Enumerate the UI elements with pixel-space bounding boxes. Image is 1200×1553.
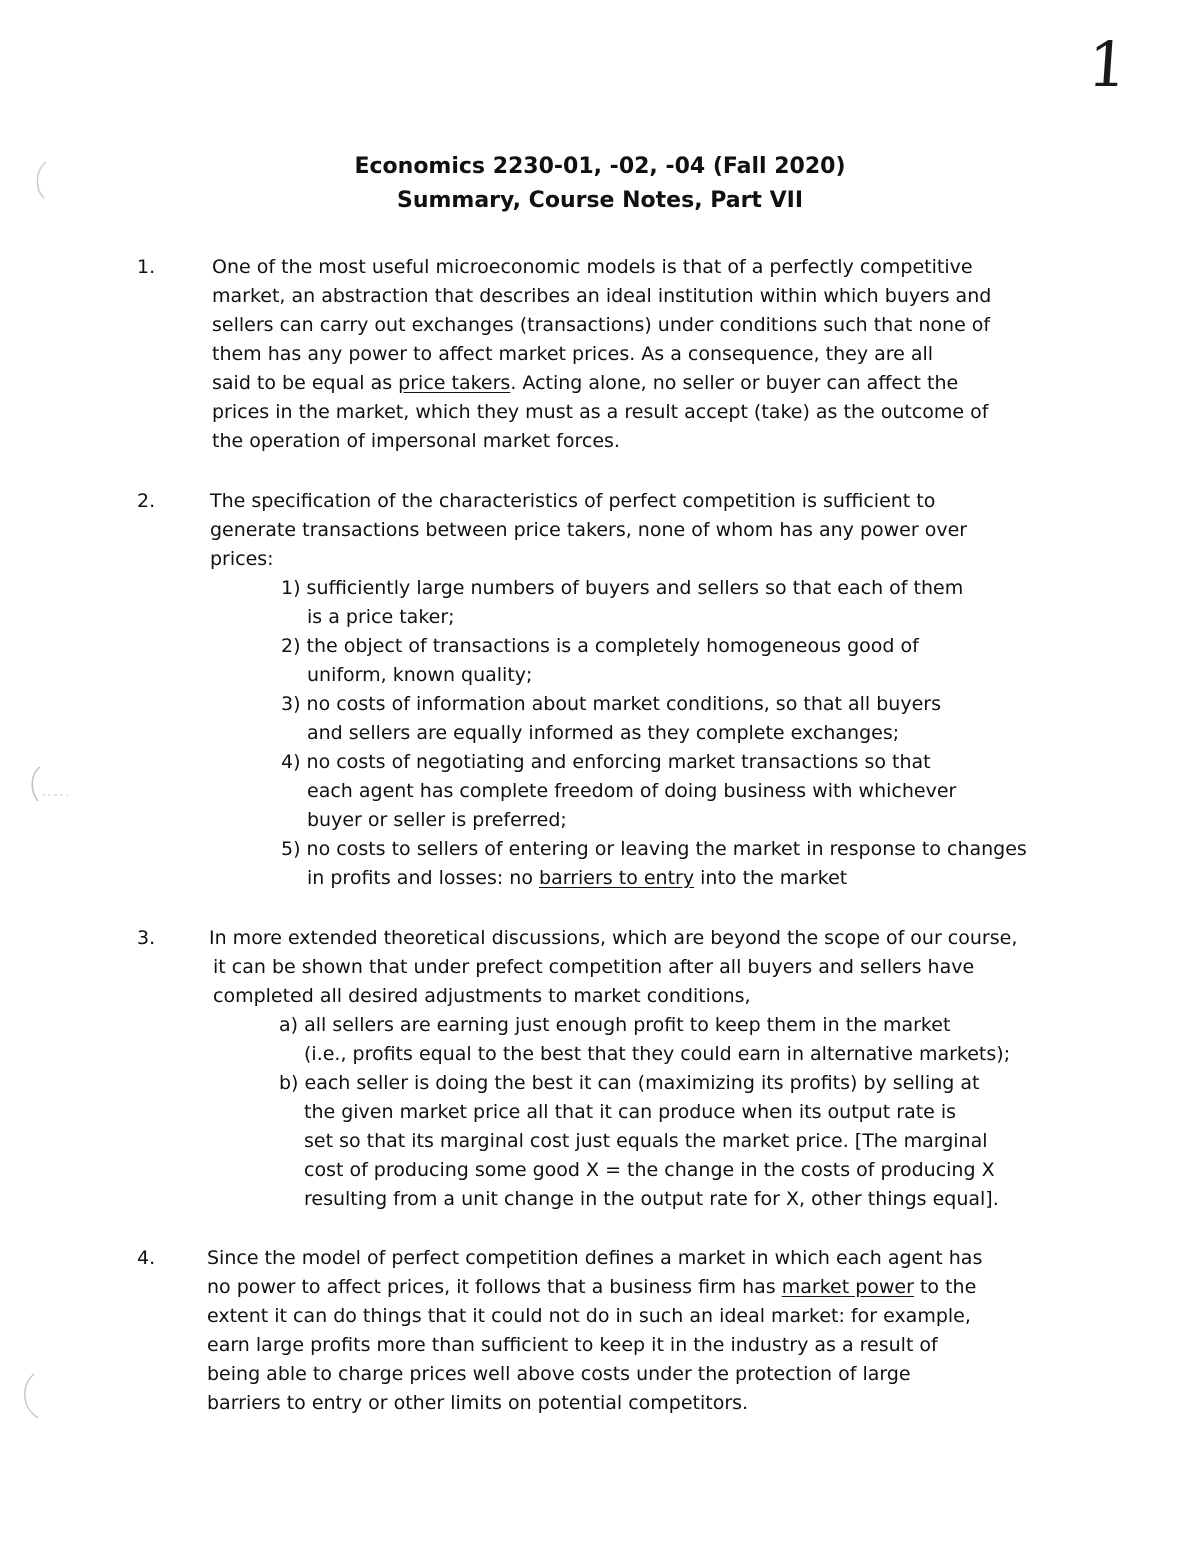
subitem-line: 2) the object of transactions is a completely homogeneous good of [281, 635, 919, 657]
binder-hole-mark-middle [28, 765, 72, 805]
underlined-term-price-takers: price takers [398, 372, 511, 394]
title-course: Economics 2230-01, -02, -04 (Fall 2020) [354, 154, 846, 179]
subitem-line: 1) sufficiently large numbers of buyers and sellers so that each of them [281, 577, 964, 599]
paragraph-line: Since the model of perfect competition defines a market in which each agent has [207, 1247, 983, 1269]
item-number: 4. [137, 1247, 156, 1269]
subitem-line: buyer or seller is preferred; [307, 809, 567, 831]
paragraph-line: prices: [210, 548, 274, 570]
subitem-line: uniform, known quality; [307, 664, 533, 686]
item-number: 3. [137, 927, 156, 949]
paragraph-line: market, an abstraction that describes an ideal institution within which buyers and [212, 285, 992, 307]
paragraph-line: it can be shown that under prefect competition after all buyers and sellers have [213, 956, 975, 978]
paragraph-line: One of the most useful microeconomic models is that of a perfectly competitive [212, 256, 973, 278]
subitem-line: (i.e., profits equal to the best that they could earn in alternative markets); [304, 1043, 1011, 1065]
subitem-line: 5) no costs to sellers of entering or leaving the market in response to changes [281, 838, 1027, 860]
paragraph-line: generate transactions between price takers, none of whom has any power over [210, 519, 968, 541]
subitem-line: is a price taker; [307, 606, 455, 628]
page-number: 1 [1085, 28, 1131, 101]
subitem-line: cost of producing some good X = the change in the costs of producing X [304, 1159, 995, 1181]
subitem-line: 4) no costs of negotiating and enforcing market transactions so that [281, 751, 931, 773]
paragraph-line: said to be equal as price takers. Acting alone, no seller or buyer can affect the [212, 372, 959, 394]
subitem-line: b) each seller is doing the best it can (maximizing its profits) by selling at [279, 1072, 980, 1094]
subitem-line: resulting from a unit change in the output rate for X, other things equal]. [304, 1188, 999, 1210]
subitem-line: a) all sellers are earning just enough profit to keep them in the market [279, 1014, 951, 1036]
paragraph-line: completed all desired adjustments to market conditions, [213, 985, 751, 1007]
paragraph-line: In more extended theoretical discussions, which are beyond the scope of our course, [209, 927, 1018, 949]
subitem-line: in profits and losses: no barriers to entry into the market [307, 867, 848, 889]
paragraph-line: being able to charge prices well above costs under the protection of large [207, 1363, 911, 1385]
paragraph-line: the operation of impersonal market forces. [212, 430, 620, 452]
paragraph-line: The specification of the characteristics of perfect competition is sufficient to [210, 490, 936, 512]
subitem-line: the given market price all that it can produce when its output rate is [304, 1101, 957, 1123]
paragraph-line: earn large profits more than sufficient to keep it in the industry as a result of [207, 1334, 938, 1356]
paragraph-line: barriers to entry or other limits on potential competitors. [207, 1392, 749, 1414]
item-number: 1. [137, 256, 156, 278]
underlined-term-market-power: market power [781, 1276, 914, 1298]
paragraph-line: prices in the market, which they must as a result accept (take) as the outcome of [212, 401, 989, 423]
paragraph-line: no power to affect prices, it follows that a business firm has market power to the [207, 1276, 977, 1298]
binder-hole-mark-bottom [16, 1372, 46, 1422]
subitem-line: and sellers are equally informed as they complete exchanges; [307, 722, 900, 744]
subitem-line: each agent has complete freedom of doing business with whichever [307, 780, 957, 802]
title-subtitle: Summary, Course Notes, Part VII [396, 188, 804, 213]
item-number: 2. [137, 490, 156, 512]
paragraph-line: sellers can carry out exchanges (transactions) under conditions such that none of [212, 314, 991, 336]
paragraph-line: extent it can do things that it could not do in such an ideal market: for example, [207, 1305, 971, 1327]
document-title [0, 150, 1200, 218]
subitem-line: set so that its marginal cost just equals the market price. [The marginal [304, 1130, 988, 1152]
subitem-line: 3) no costs of information about market conditions, so that all buyers [281, 693, 941, 715]
underlined-term-barriers-to-entry: barriers to entry [539, 867, 695, 889]
paragraph-line: them has any power to affect market prices. As a consequence, they are all [212, 343, 934, 365]
